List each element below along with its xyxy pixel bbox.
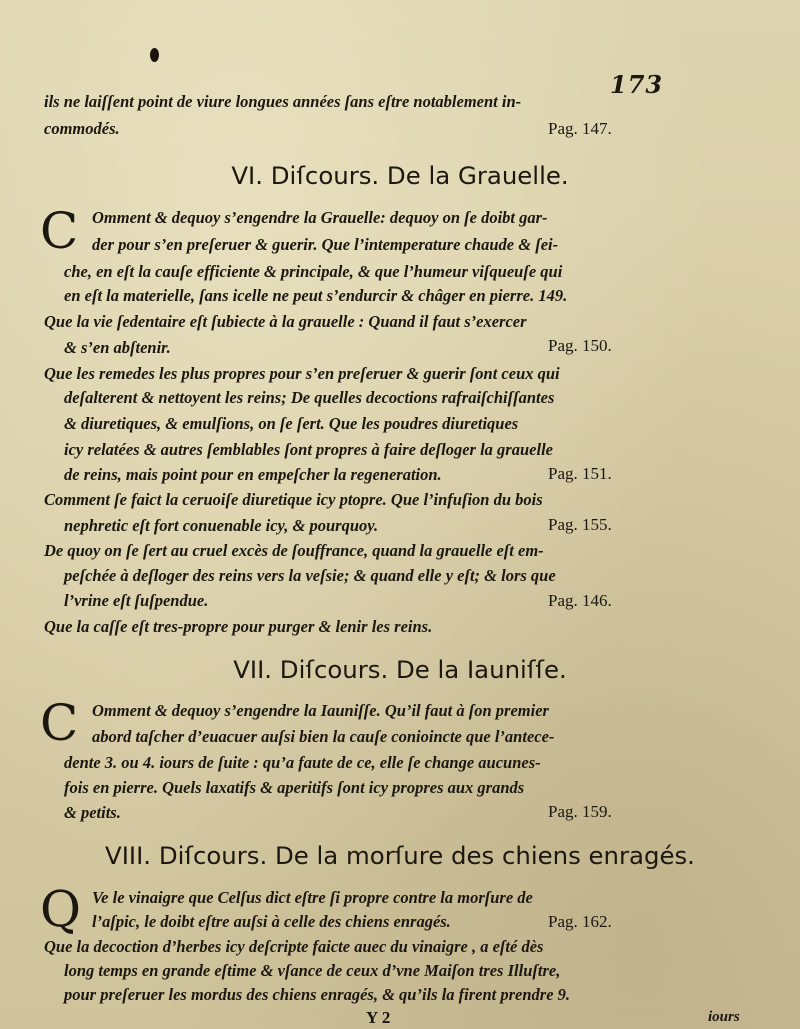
page-reference: Pag. 147.	[548, 119, 612, 138]
section-line: & s’en abſtenir.	[64, 338, 171, 357]
section-line: en eſt la materielle, ſans icelle ne peut s’endurcir & châger en pierre. 149.	[64, 286, 568, 305]
entry-line: commodés.	[44, 119, 120, 138]
section-line: de reins, mais point pour en empeſcher la regeneration.	[64, 465, 442, 484]
drop-cap: Q	[40, 880, 81, 938]
section-line: l’aſpic, le doibt eſtre auſsi à celle des chiens enragés.	[92, 912, 451, 931]
page-reference: Pag. 150.	[548, 336, 612, 355]
drop-cap: C	[40, 202, 79, 260]
section-heading: VI. Diſcours. De la Grauelle.	[231, 161, 569, 190]
section-line: long temps en grande eſtime & vſance de ceux d’vne Maiſon tres Illuſtre,	[64, 961, 561, 980]
section-line: Comment ſe faict la ceruoiſe diuretique icy ptopre. Que l’infuſion du bois	[44, 490, 543, 509]
section-line: Ve le vinaigre que Celſus dict eſtre ſi propre contre la morſure de	[92, 888, 533, 907]
entry-line: ils ne laiſſent point de viure longues années ſans eſtre notablement in-	[44, 92, 522, 111]
section-line: & diuretiques, & emulſions, on ſe ſert. Que les poudres diuretiques	[64, 414, 519, 433]
section-line: De quoy on ſe ſert au cruel excès de ſouffrance, quand la grauelle eſt em-	[44, 541, 544, 560]
catchword: iours	[708, 1009, 740, 1025]
page-reference: Pag. 155.	[548, 515, 612, 534]
section-line: abord taſcher d’euacuer auſsi bien la cauſe conioincte que l’antece-	[92, 727, 555, 746]
section-line: & petits.	[64, 803, 121, 822]
section-line: Omment & dequoy s’engendre la Iauniſſe. Qu’il faut à ſon premier	[92, 701, 549, 720]
section-line: nephretic eſt fort conuenable icy, & pourquoy.	[64, 516, 379, 535]
section-line: pour preſeruer les mordus des chiens enragés, & qu’ils la firent prendre 9.	[64, 985, 571, 1004]
section-line: icy relatées & autres ſemblables ſont propres à faire deſloger la grauelle	[64, 440, 553, 459]
page-reference: Pag. 146.	[548, 591, 612, 610]
section-line: che, en eſt la cauſe efficiente & principale, & que l’humeur viſqueuſe qui	[64, 262, 563, 281]
section-line: der pour s’en preſeruer & guerir. Que l’intemperature chaude & ſei-	[92, 235, 559, 254]
signature-mark: Y 2	[366, 1008, 391, 1027]
section-line: dente 3. ou 4. iours de ſuite : qu’a faute de ce, elle ſe change aucunes-	[64, 753, 541, 772]
drop-cap: C	[40, 694, 79, 752]
page-reference: Pag. 159.	[548, 802, 612, 821]
section-line: Que la caſſe eſt tres-propre pour purger & lenir les reins.	[44, 617, 433, 636]
section-heading: VII. Diſcours. De la Iauniſſe.	[233, 655, 567, 684]
section-line: Que la decoction d’herbes icy deſcripte faicte auec du vinaigre , a eſté dès	[44, 937, 544, 956]
section-line: peſchée à deſloger des reins vers la veſsie; & quand elle y eſt; & lors que	[64, 566, 556, 585]
section-line: Omment & dequoy s’engendre la Grauelle: dequoy on ſe doibt gar-	[92, 208, 548, 227]
section-line: Que la vie ſedentaire eſt ſubiecte à la grauelle : Quand il faut s’exercer	[44, 312, 527, 331]
section-line: deſalterent & nettoyent les reins; De quelles decoctions rafraiſchiſſantes	[64, 388, 555, 407]
page-number: 173	[610, 70, 664, 99]
page-reference: Pag. 162.	[548, 912, 612, 931]
section-heading: VIII. Diſcours. De la morſure des chiens enragés.	[105, 841, 695, 870]
ink-blot	[150, 48, 159, 62]
section-line: Que les remedes les plus propres pour s’en preſeruer & guerir ſont ceux qui	[44, 364, 560, 383]
page-reference: Pag. 151.	[548, 464, 612, 483]
section-line: l’vrine eſt ſuſpendue.	[64, 591, 209, 610]
section-line: fois en pierre. Quels laxatifs & aperitifs ſont icy propres aux grands	[64, 778, 525, 797]
